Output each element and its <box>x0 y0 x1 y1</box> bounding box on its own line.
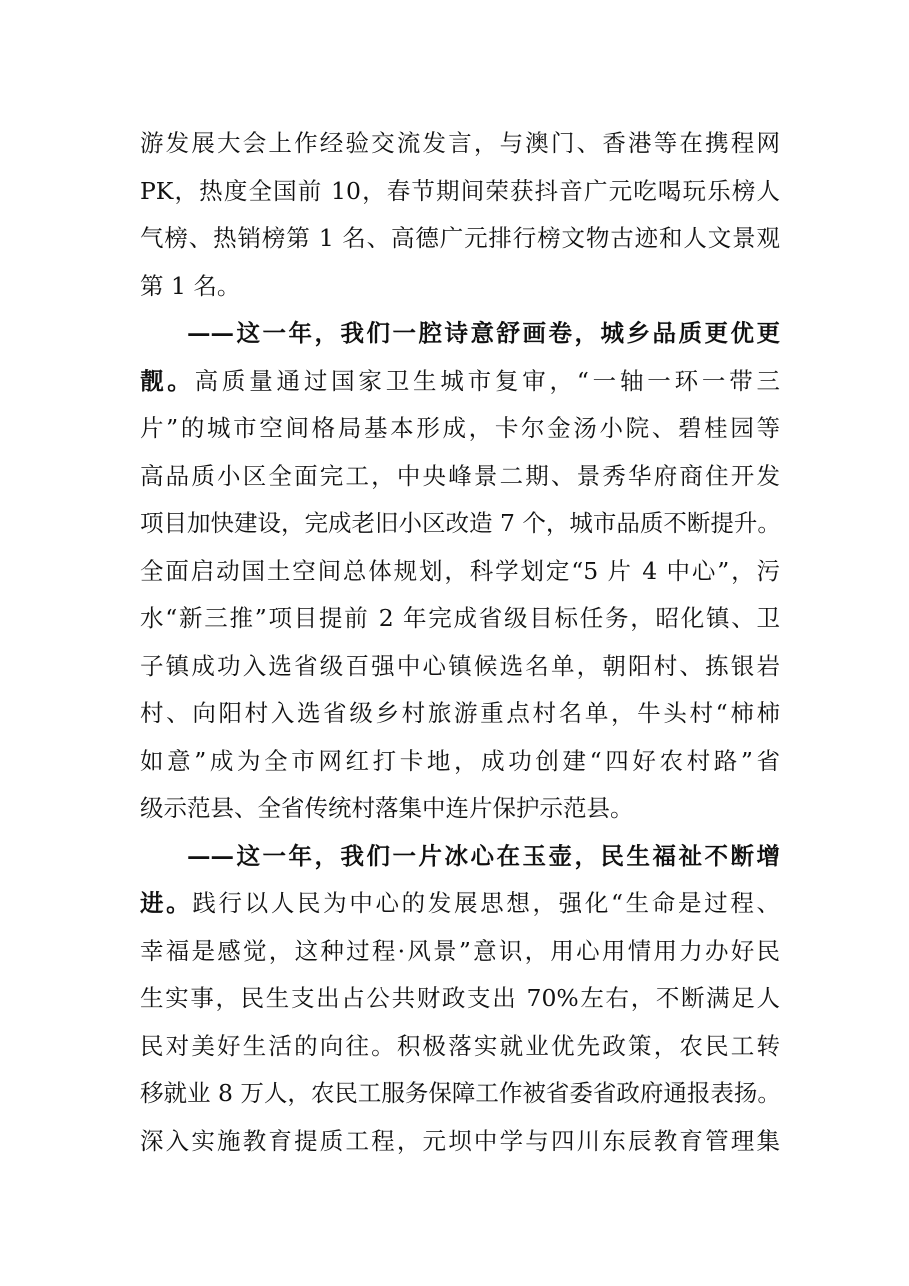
text-line: 级示范县、全省传统村落集中连片保护示范县。 <box>140 794 634 822</box>
text-run: 践行以人民为中心的发展思想，强化“生命是过程、 <box>192 889 781 917</box>
text-line: 第 1 名。 <box>140 271 241 300</box>
text-line: 全面启动国土空间总体规划，科学划定“5 片 4 中心”，污 <box>140 556 780 585</box>
text-line: PK，热度全国前 10，春节期间荣获抖音广元吃喝玩乐榜人 <box>140 176 780 205</box>
text-run: 高质量通过国家卫生城市复审，“一轴一环一带三 <box>194 366 780 395</box>
text-line: 生实事，民生支出占公共财政支出 70%左右，不断满足人 <box>140 984 780 1012</box>
text-line: 深入实施教育提质工程，元坝中学与四川东辰教育管理集 <box>140 1126 780 1155</box>
text-line: 项目加快建设，完成老旧小区改造 7 个，城市品质不断提升。 <box>140 509 781 537</box>
text-line <box>140 880 780 928</box>
text-line <box>140 358 780 406</box>
section-heading-end: 进。 <box>140 889 193 917</box>
text-line: 如意”成为全市网红打卡地，成功创建“四好农村路”省 <box>140 746 780 775</box>
text-line: 片”的城市空间格局基本形成，卡尔金汤小院、碧桂园等 <box>140 414 780 442</box>
body-text <box>140 120 780 1165</box>
section-heading: ——这一年，我们一腔诗意舒画卷，城乡品质更优更 <box>187 319 780 347</box>
text-line: 村、向阳村入选省级乡村旅游重点村名单，牛头村“柿柿 <box>140 699 780 727</box>
text-line: 移就业 8 万人，农民工服务保障工作被省委省政府通报表扬。 <box>140 1079 781 1107</box>
section-heading-end: 靓。 <box>140 366 195 395</box>
section-heading-line <box>140 833 780 881</box>
text-line: 气榜、热销榜第 1 名、高德广元排行榜文物古迹和人文景观 <box>140 224 780 252</box>
section-heading: ——这一年，我们一片冰心在玉壶，民生福祉不断增 <box>187 841 780 870</box>
text-line: 子镇成功入选省级百强中心镇候选名单，朝阳村、拣银岩 <box>140 651 780 680</box>
text-line: 水“新三推”项目提前 2 年完成省级目标任务，昭化镇、卫 <box>140 604 780 632</box>
text-line: 民对美好生活的向往。积极落实就业优先政策，农民工转 <box>140 1031 780 1060</box>
section-heading-line <box>140 310 780 358</box>
text-line: 游发展大会上作经验交流发言，与澳门、香港等在携程网 <box>140 129 780 157</box>
text-line: 高品质小区全面完工，中央峰景二期、景秀华府商住开发 <box>140 461 780 490</box>
text-line: 幸福是感觉，这种过程·风景”意识，用心用情用力办好民 <box>140 936 780 965</box>
